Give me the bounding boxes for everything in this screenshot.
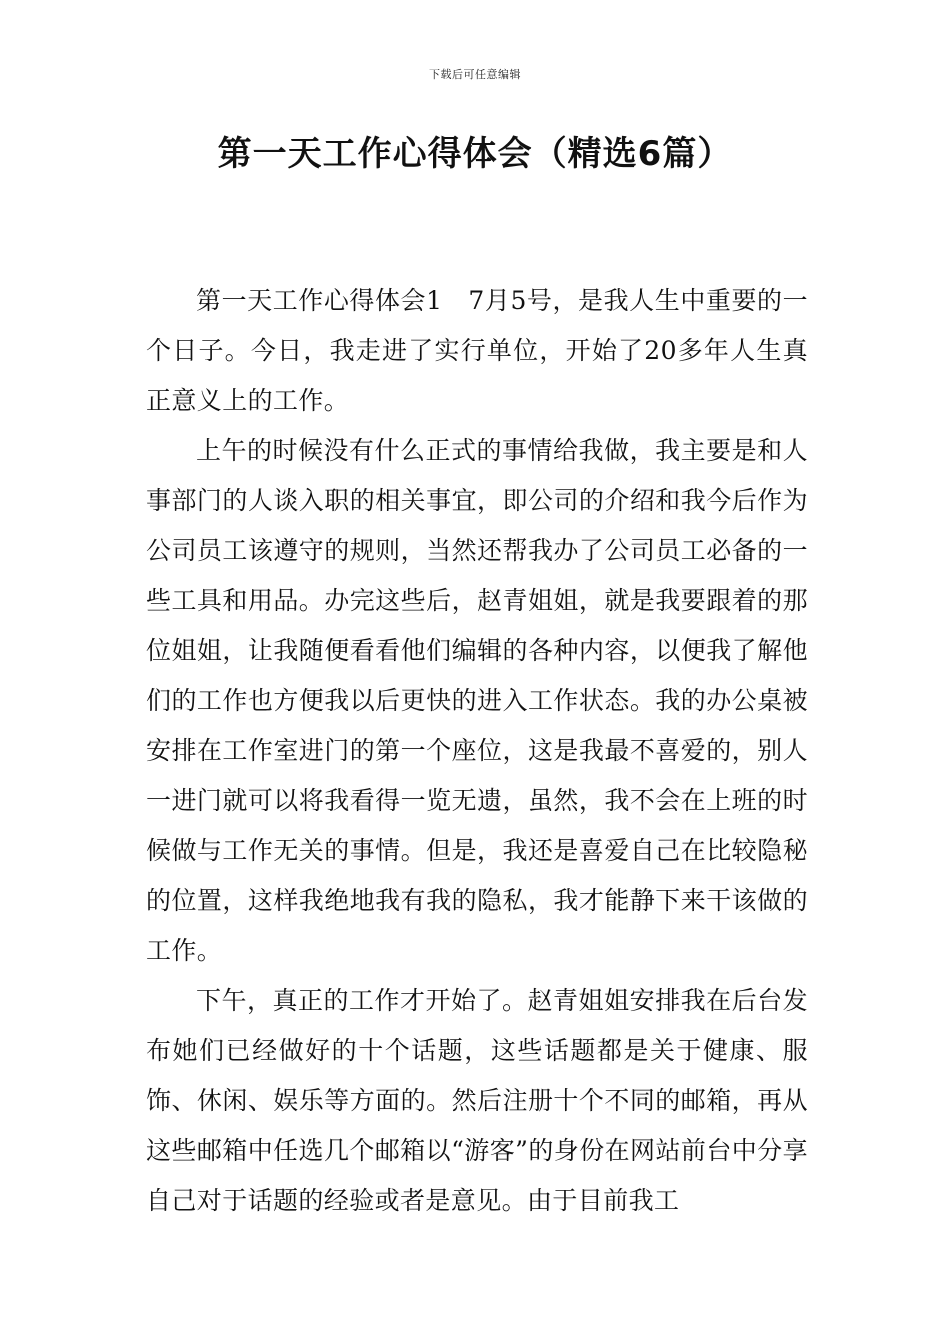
document-title: 第一天工作心得体会（精选6篇） (217, 134, 733, 174)
paragraph-2: 上午的时候没有什么正式的事情给我做，我主要是和人事部门的人谈入职的相关事宜，即公司的介绍和我今后作为公司员工该遵守的规则，当然还帮我办了公司员工必备的一些工具和用品。办完这些后，赵青姐姐，就是我要跟着的那位姐姐，让我随便看看他们编辑的各种内容，以便我了解他们的工作也方便我以后更快的进入工作状态。我的办公桌被安排在工作室进门的第一个座位，这是我最不喜爱的，别人一进门就可以将我看得一览无遗，虽然，我不会在上班的时候做与工作无关的事情。但是，我还是喜爱自己在比较隐秘的位置，这样我绝地我有我的隐私，我才能静下来干该做的工作。 (146, 436, 808, 965)
paragraph-1 (146, 276, 808, 426)
paragraph-1-lead: 第一天工作心得体会1 (196, 286, 443, 315)
paragraph-3: 下午，真正的工作才开始了。赵青姐姐安排我在后台发布她们已经做好的十个话题，这些话题都是关于健康、服饰、休闲、娱乐等方面的。然后注册十个不同的邮箱，再从这些邮箱中任选几个邮箱以“游客”的身份在网站前台中分享自己对于话题的经验或者是意见。由于目前我工 (146, 986, 808, 1215)
paragraph-1-text: 7月5号，是我人生中重要的一个日子。今日，我走进了实行单位，开始了20多年人生真正意义上的工作。 (146, 286, 808, 415)
document-body (146, 276, 808, 1226)
page-header-note: 下载后可任意编辑 (429, 68, 521, 81)
